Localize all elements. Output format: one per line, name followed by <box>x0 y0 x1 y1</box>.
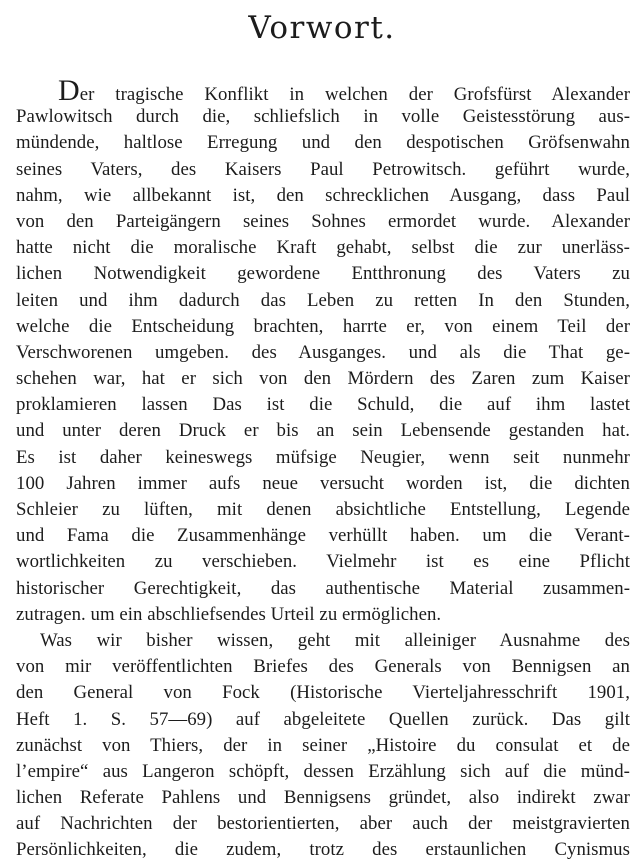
text-line: Schleier zu lüften, mit denen absichtliche Entstellung, Legende <box>16 499 630 520</box>
text-line: von den Parteigängern seines Sohnes ermordet wurde. Alexander <box>16 210 630 232</box>
text-line: zunächst von Thiers, der in seiner „Histoire du consulat et de <box>16 734 630 756</box>
text-line: seines Vaters, des Kaisers Paul Petrowitsch. geführt wurde, <box>16 158 630 180</box>
text-line: Persönlichkeiten, die zudem, trotz des erstaunlichen Cynismus <box>16 839 630 861</box>
text-line: historischer Gerechtigkeit, das authentische Material zusammen- <box>16 577 630 599</box>
drop-cap-initial: D <box>58 78 80 105</box>
text-line: Der tragische Konflikt in welchen der Grofsfürst Alexander <box>16 78 630 104</box>
text-line: schehen war, hat er sich von den Mördern des Zaren zum Kaiser <box>16 368 630 390</box>
text-line: mündende, haltlose Erregung und den despotischen Gröfsenwahn <box>16 132 630 154</box>
text-line: wortlichkeiten zu verschieben. Vielmehr ist es eine Pflicht <box>16 551 630 573</box>
text-line: und Fama die Zusammenhänge verhüllt haben. um die Verant- <box>16 525 630 547</box>
text-line: leiten und ihm dadurch das Leben zu retten In den Stunden, <box>16 289 630 311</box>
text-line: Was wir bisher wissen, geht mit alleiniger Ausnahme des <box>40 629 630 651</box>
text-line: proklamieren lassen Das ist die Schuld, die auf ihm lastet <box>16 394 630 416</box>
text-line: welche die Entscheidung brachten, harrte er, von einem Teil der <box>16 315 630 337</box>
text-line: Es ist daher keineswegs müfsige Neugier, wenn seit nunmehr <box>16 446 630 468</box>
text-line: und unter deren Druck er bis an sein Lebensende gestanden hat. <box>16 420 630 442</box>
text-line: lichen Referate Pahlens und Bennigsens gründet, also indirekt zwar <box>16 787 630 809</box>
text-line: Pawlowitsch durch die, schliefslich in volle Geistesstörung aus- <box>16 106 630 128</box>
body-text <box>16 78 630 864</box>
text-line: nahm, wie allbekannt ist, den schrecklichen Ausgang, dass Paul <box>16 184 630 206</box>
text-line: l’empire“ aus Langeron schöpft, dessen Erzählung sich auf die münd- <box>16 760 630 782</box>
text-line: Heft 1. S. 57—69) auf abgeleitete Quellen zurück. Das gilt <box>16 708 630 730</box>
text-line: 100 Jahren immer aufs neue versucht worden ist, die dichten <box>16 472 630 494</box>
text-line: lichen Notwendigkeit gewordene Entthronung des Vaters zu <box>16 263 630 285</box>
text-line: auf Nachrichten der bestorientierten, aber auch der meistgravierten <box>16 813 630 835</box>
text-line: von mir veröffentlichten Briefes des Generals von Bennigsen an <box>16 656 630 678</box>
text-line: zutragen. um ein abschliefsendes Urteil zu ermöglichen. <box>16 603 442 625</box>
page-title: Vorwort. <box>248 10 396 46</box>
text-line: Verschworenen umgeben. des Ausganges. und als die That ge- <box>16 341 630 363</box>
text-line: den General von Fock (Historische Vierteljahresschrift 1901, <box>16 682 630 704</box>
text-line: hatte nicht die moralische Kraft gehabt, selbst die zur unerläss- <box>16 237 630 259</box>
